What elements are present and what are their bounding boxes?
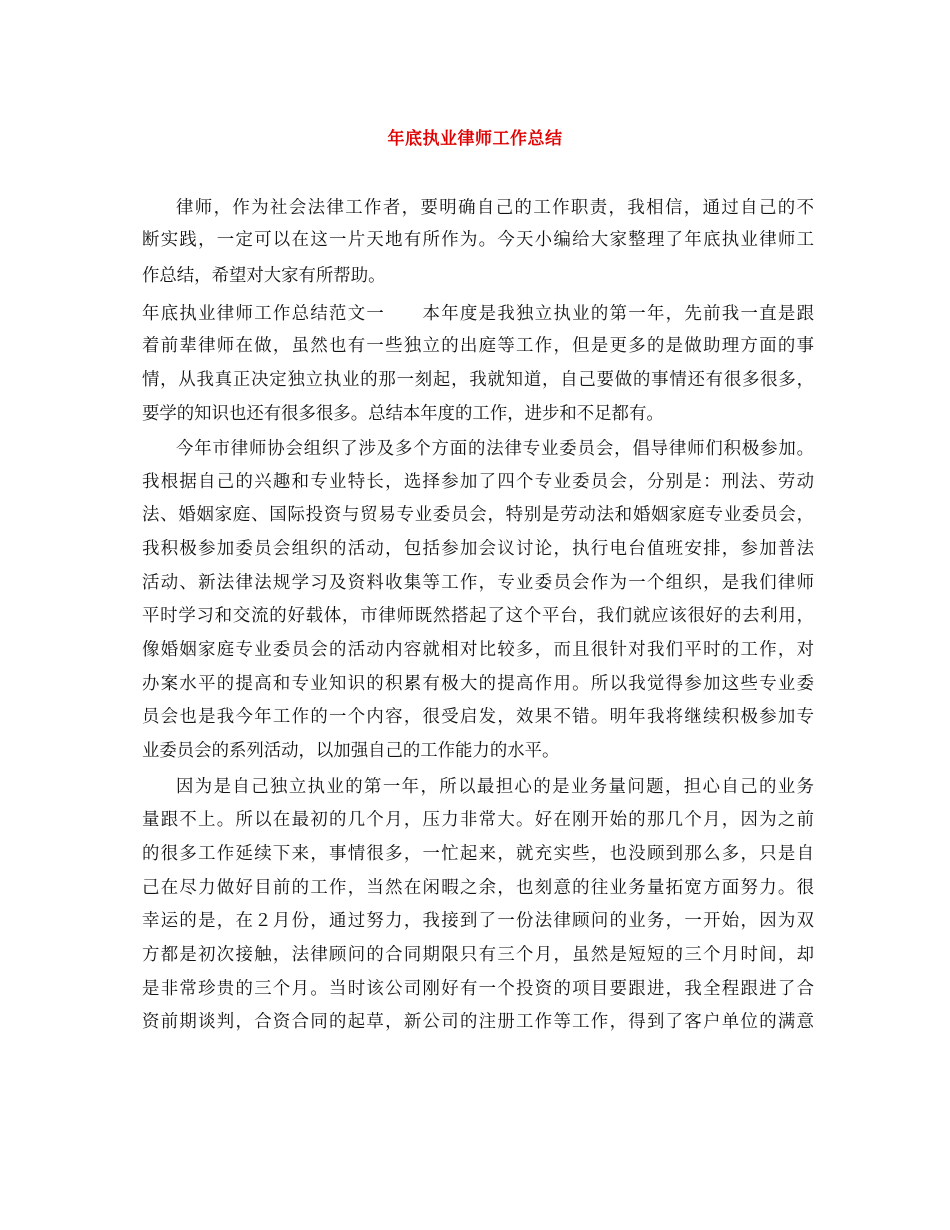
- text-line: 是非常珍贵的三个月。当时该公司刚好有一个投资的项目要跟进，我全程跟进了合: [142, 979, 814, 999]
- text-line: 幸运的是，在２月份，通过努力，我接到了一份法律顾问的业务，一开始，因为双: [142, 911, 814, 931]
- text-line: 律师，作为社会法律工作者，要明确自己的工作职责，我相信，通过自己的不: [176, 198, 814, 218]
- text-line: 业委员会的系列活动，以加强自己的工作能力的水平。: [142, 741, 560, 761]
- text-line: 活动、新法律法规学习及资料收集等工作，专业委员会作为一个组织，是我们律师: [142, 573, 814, 593]
- text-line: 着前辈律师在做，虽然也有一些独立的出庭等工作，但是更多的是做助理方面的事: [142, 336, 814, 356]
- text-line: 方都是初次接触，法律顾问的合同期限只有三个月，虽然是短短的三个月时间，却: [142, 945, 814, 965]
- text-line: 因为是自己独立执业的第一年，所以最担心的是业务量问题，担心自己的业务: [176, 777, 814, 797]
- text-line: 我积极参加委员会组织的活动，包括参加会议讨论，执行电台值班安排，参加普法: [142, 539, 814, 559]
- text-line: 今年市律师协会组织了涉及多个方面的法律专业委员会，倡导律师们积极参加。: [176, 439, 814, 459]
- text-line: 要学的知识也还有很多很多。总结本年度的工作，进步和不足都有。: [142, 404, 664, 424]
- text-line: 作总结，希望对大家有所帮助。: [142, 266, 386, 286]
- text-line: 办案水平的提高和专业知识的积累有极大的提高作用。所以我觉得参加这些专业委: [142, 674, 814, 694]
- document-title: 年底执业律师工作总结: [387, 129, 563, 149]
- text-line: 法、婚姻家庭、国际投资与贸易专业委员会，特别是劳动法和婚姻家庭专业委员会，: [142, 505, 814, 525]
- text-line: 像婚姻家庭专业委员会的活动内容就相对比较多，而且很针对我们平时的工作，对: [142, 640, 814, 660]
- text-line: 平时学习和交流的好载体，市律师既然搭起了这个平台，我们就应该很好的去利用，: [142, 606, 814, 626]
- text-line: 断实践，一定可以在这一片天地有所作为。今天小编给大家整理了年底执业律师工: [142, 230, 814, 250]
- text-line: 我根据自己的兴趣和专业特长，选择参加了四个专业委员会，分别是：刑法、劳动: [142, 472, 814, 492]
- text-line: 员会也是我今年工作的一个内容，很受启发，效果不错。明年我将继续积极参加专: [142, 707, 814, 727]
- text-line: 量跟不上。所以在最初的几个月，压力非常大。好在刚开始的那几个月，因为之前: [142, 810, 814, 830]
- text-line: 年底执业律师工作总结范文一 本年度是我独立执业的第一年，先前我一直是跟: [142, 304, 814, 324]
- text-line: 己在尽力做好目前的工作，当然在闲暇之余，也刻意的往业务量拓宽方面努力。很: [142, 878, 814, 898]
- text-line: 资前期谈判，合资合同的起草，新公司的注册工作等工作，得到了客户单位的满意: [142, 1012, 814, 1032]
- text-line: 情，从我真正决定独立执业的那一刻起，我就知道，自己要做的事情还有很多很多，: [142, 370, 814, 390]
- text-line: 的很多工作延续下来，事情很多，一忙起来，就充实些，也没顾到那么多，只是自: [142, 844, 814, 864]
